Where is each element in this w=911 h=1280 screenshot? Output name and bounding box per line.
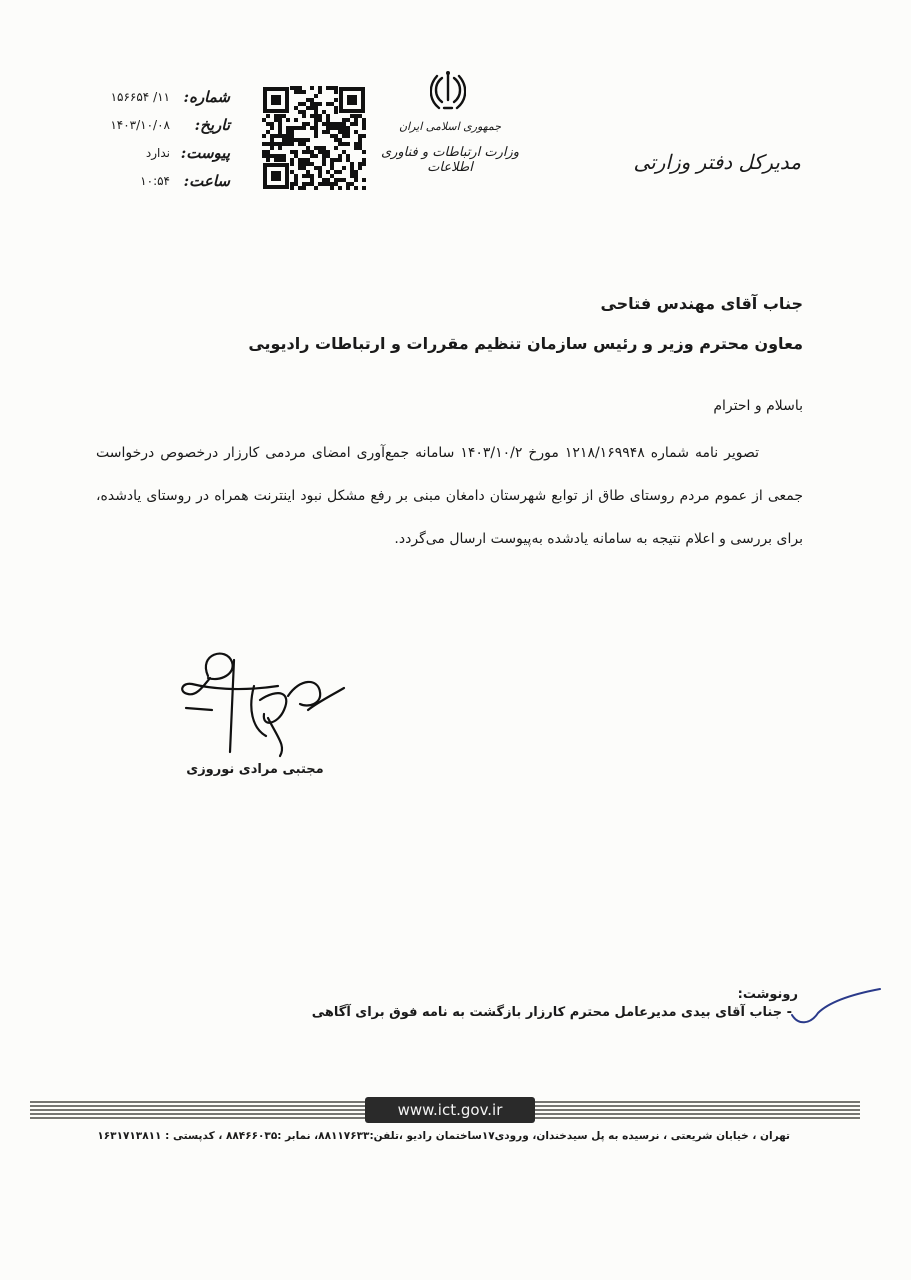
meta-time-value: ۱۰:۵۴ xyxy=(140,174,170,188)
website-link[interactable]: www.ict.gov.ir xyxy=(365,1097,535,1123)
letter-body: تصویر نامه شماره ۱۲۱۸/۱۶۹۹۴۸ مورخ ۱۴۰۳/۱۰/۲ سامانه جمع‌آوری امضای مردمی کارزار درخصوص درخواست جمعی از عموم مردم روستای طاق از توابع شهرستان دامغان مبنی بر رفع مشکل نبود اینترنت همراه در روستای یادشده، برای بررسی و اعلام نتیجه به سامانه یادشده به‌پیوست ارسال می‌گردد. xyxy=(96,445,803,547)
meta-attachment xyxy=(90,144,230,166)
meta-number xyxy=(90,88,230,110)
greeting: باسلام و احترام xyxy=(713,398,803,414)
meta-number-label: شماره: xyxy=(183,88,230,106)
meta-attachment-label: پیوست: xyxy=(180,144,230,162)
recipient-title: معاون محترم وزیر و رئیس سازمان تنظیم مقررات و ارتباطات رادیویی xyxy=(248,334,803,353)
cc-item: - جناب آقای بیدی مدیرعامل محترم کارزار بازگشت به نامه فوق برای آگاهی xyxy=(311,1005,792,1020)
meta-number-value: ۱۱/ ۱۵۶۶۵۴ xyxy=(110,90,170,104)
recipient-name: جناب آقای مهندس فتاحی xyxy=(600,294,803,313)
meta-time xyxy=(90,172,230,194)
meta-date-label: تاریخ: xyxy=(194,116,230,134)
meta-attachment-value: ندارد xyxy=(145,146,170,160)
signer-name: مجتبی مرادی نوروزی xyxy=(186,762,324,777)
iran-emblem-icon xyxy=(430,70,466,114)
qr-code xyxy=(262,86,366,190)
office-title: مدیرکل دفتر وزارتی xyxy=(633,150,801,174)
meta-date xyxy=(90,116,230,138)
meta-date-value: ۱۴۰۳/۱۰/۰۸ xyxy=(110,118,170,132)
handwritten-mark xyxy=(788,985,884,1025)
cc-title: رونوشت: xyxy=(737,987,798,1002)
ministry-name: وزارت ارتباطات و فناوری اطلاعات xyxy=(380,145,520,175)
ministry-country: جمهوری اسلامی ایران xyxy=(398,120,502,133)
meta-time-label: ساعت: xyxy=(183,172,230,190)
footer-address: تهران ، خیابان شریعتی ، نرسیده به پل سیدخندان، ورودی۱۷ساختمان رادیو ،تلفن:۸۸۱۱۷۶۳۳، نمابر :۸۸۴۶۶۰۳۵ ، کدپستی : ۱۶۳۱۷۱۳۸۱۱ xyxy=(97,1130,790,1142)
handwritten-signature xyxy=(168,648,348,760)
